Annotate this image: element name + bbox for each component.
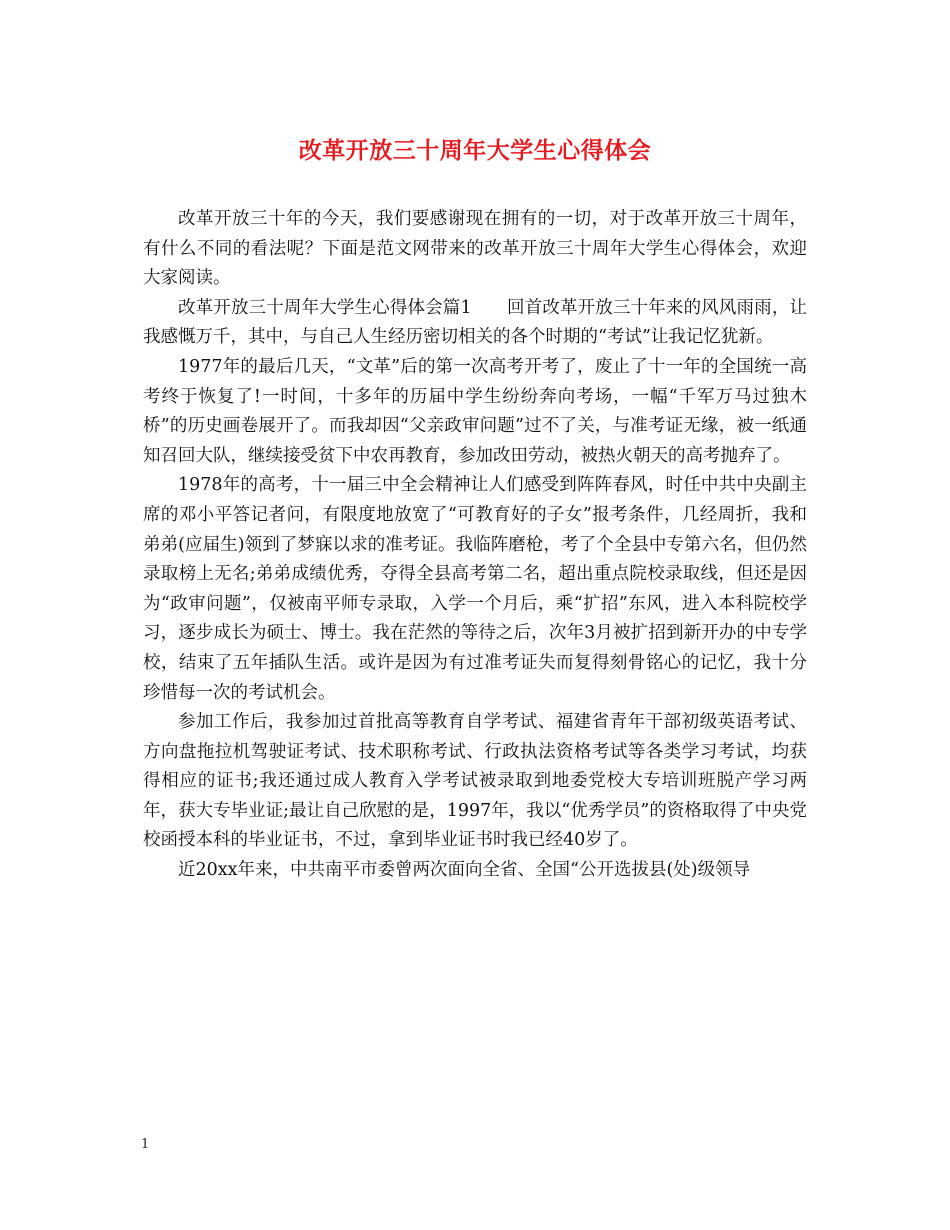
paragraph-section-heading: 改革开放三十周年大学生心得体会篇1 回首改革开放三十年来的风风雨雨，让我感慨万千，其中，与自己人生经历密切相关的各个时期的“考试”让我记忆犹新。 bbox=[143, 297, 807, 348]
document-title: 改革开放三十周年大学生心得体会 bbox=[298, 137, 652, 164]
paragraph-1978: 1978年的高考，十一届三中全会精神让人们感受到阵阵春风，时任中共中央副主席的邓小平答记者问，有限度地放宽了“可教育好的子女”报考条件，几经周折，我和弟弟(应届生)领到了梦寐以求的准考证。我临阵磨枪，考了个全县中专第六名，但仍然录取榜上无名;弟弟成绩优秀，夺得全县高考第二名，超出重点院校录取线，但还是因为“政审问题”，仅被南平师专录取，入学一个月后，乘“扩招”东风，进入本科院校学习，逐步成长为硕士、博士。我在茫然的等待之后，次年3月被扩招到新开办的中专学校，结束了五年插队生活。或许是因为有过准考证失而复得刻骨铭心的记忆，我十分珍惜每一次的考试机会。 bbox=[143, 475, 807, 703]
paragraph-recent: 近20xx年来，中共南平市委曾两次面向全省、全国“公开选拔县(处)级领导 bbox=[178, 860, 751, 881]
page-number: 1 bbox=[141, 1137, 150, 1152]
document-body bbox=[143, 205, 807, 886]
paragraph-intro: 改革开放三十年的今天，我们要感谢现在拥有的一切，对于改革开放三十周年，有什么不同的看法呢？下面是范文网带来的改革开放三十周年大学生心得体会，欢迎大家阅读。 bbox=[143, 209, 807, 289]
paragraph-1977: 1977年的最后几天，“文革”后的第一次高考开考了，废止了十一年的全国统一高考终于恢复了!一时间，十多年的历届中学生纷纷奔向考场，一幅“千军万马过独木桥”的历史画卷展开了。而我却因“父亲政审问题”过不了关，与准考证无缘，被一纸通知召回大队，继续接受贫下中农再教育，参加改田劳动，被热火朝天的高考抛弃了。 bbox=[143, 356, 807, 466]
paragraph-work: 参加工作后，我参加过首批高等教育自学考试、福建省青年干部初级英语考试、方向盘拖拉机驾驶证考试、技术职称考试、行政执法资格考试等各类学习考试，均获得相应的证书;我还通过成人教育入学考试被录取到地委党校大专培训班脱产学习两年，获大专毕业证;最让自己欣慰的是，1997年，我以“优秀学员”的资格取得了中央党校函授本科的毕业证书，不过，拿到毕业证书时我已经40岁了。 bbox=[143, 712, 807, 851]
